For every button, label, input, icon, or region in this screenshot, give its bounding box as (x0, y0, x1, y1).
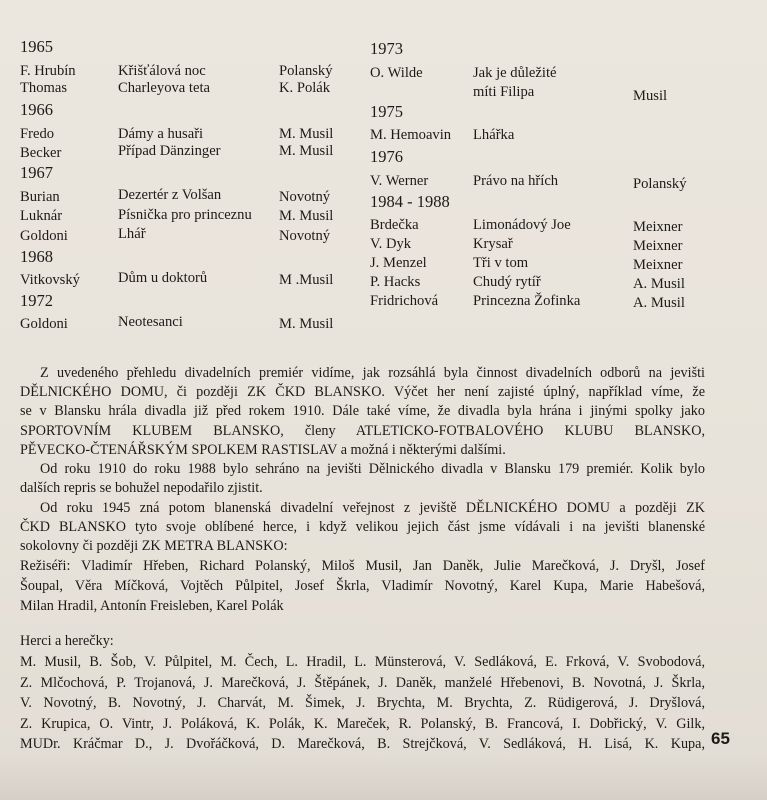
text-line: V. Novotný, B. Novotný, J. Charvát, M. Šimek, J. Brychta, M. Brychta, Z. Rüdigerová, J. Dryšlová, (20, 695, 705, 712)
play-title: Jak je důležité (473, 65, 557, 81)
play-title-continued: míti Filipa (473, 84, 535, 100)
text-line: ČKD BLANSKO tyto svoje oblíbené herce, i když velikou jejich část jsme vídávali i na jevišti blanenské (20, 519, 705, 536)
text-line: Režiséři: Vladimír Hřeben, Richard Polanský, Miloš Musil, Jan Daněk, Julie Marečková, J. Dryšl, Josef (20, 558, 705, 574)
director: A. Musil (633, 295, 685, 311)
director: Novotný (279, 189, 331, 205)
text-line: Od roku 1945 zná potom blanenská divadelní veřejnost z jeviště DĚLNICKÉHO DOMU a později ZK (40, 500, 705, 516)
text-line: sokolovny či později ZK METRA BLANSKO: (20, 538, 288, 555)
director: Polanský (633, 176, 687, 192)
actors-list (20, 652, 705, 755)
play-title: Případ Dänzinger (118, 143, 221, 159)
text-line: SPORTOVNÍM KLUBEM BLANSKO, členy ATLETICKO-FOTBALOVÉHO KLUBU BLANSKO, (20, 422, 705, 439)
director: M. Musil (279, 208, 334, 224)
play-title: Limonádový Joe (473, 217, 571, 233)
year-heading: 1967 (20, 163, 53, 182)
play-title: Písnička pro princeznu (118, 207, 252, 223)
text-line: M. Musil, B. Šob, V. Půlpitel, M. Čech, L. Hradil, L. Münsterová, V. Sedláková, E. Frková, V. Svobodová, (20, 654, 705, 670)
author: M. Hemoavin (370, 127, 452, 143)
play-title: Křišťálová noc (118, 63, 206, 79)
author: F. Hrubín (20, 63, 76, 79)
author: Becker (20, 145, 62, 161)
play-title: Dámy a husaři (118, 126, 204, 142)
text-line: dalších repris se bohužel nepodařilo zjistit. (20, 480, 263, 497)
author: O. Wilde (370, 65, 423, 81)
author: Fridrichová (370, 293, 439, 309)
text-line: Šoupal, Věra Míčková, Vojtěch Půlpitel, Josef Škrla, Vladimír Novotný, Karel Kupa, Marie Habešová, (20, 578, 705, 595)
text-line: Milan Hradil, Antonín Freisleben, Karel Polák (20, 598, 284, 615)
play-title: Tři v tom (473, 255, 529, 271)
play-title: Lhářka (473, 127, 515, 143)
author: V. Werner (370, 173, 429, 189)
author: J. Menzel (370, 255, 427, 271)
author: Vitkovský (20, 272, 80, 288)
author: Brdečka (370, 217, 419, 233)
director: Novotný (279, 228, 331, 244)
author: Luknár (20, 208, 63, 224)
text-line: PĚVECKO-ČTENÁŘSKÝM SPOLKEM RASTISLAV a možná i některými dalšími. (20, 441, 506, 458)
director: M .Musil (279, 272, 334, 288)
author: Goldoni (20, 228, 68, 244)
author: P. Hacks (370, 274, 421, 290)
year-heading: 1965 (20, 37, 53, 56)
actors-heading (20, 632, 705, 651)
play-title: Chudý rytíř (473, 274, 541, 290)
text-line: Z. Mlčochová, P. Trojanová, J. Marečková, J. Štěpánek, J. Daněk, manželé Hřebenovi, B. Novotná, J. Škrla, (20, 674, 705, 691)
director: Musil (633, 88, 668, 104)
section-heading: Herci a herečky: (20, 633, 114, 649)
page-number: 65 (711, 729, 730, 748)
text-line: Od roku 1910 do roku 1988 bylo sehráno na jevišti Dělnického divadla v Blansku 179 premiér. Kolik bylo (40, 461, 705, 477)
play-title: Právo na hřích (473, 173, 559, 189)
year-heading: 1968 (20, 247, 53, 266)
text-line: MUDr. Kráčmar D., J. Dvořáčková, D. Marečková, B. Strejčková, V. Sedláková, H. Lisá, K. Kupa, (20, 736, 705, 753)
paragraph-since-1945 (20, 499, 705, 557)
play-title: Lhář (118, 226, 146, 242)
director: M. Musil (279, 316, 334, 332)
paragraph-premieres (20, 460, 705, 498)
play-title: Krysař (473, 236, 513, 252)
director: K. Polák (279, 80, 331, 96)
director: A. Musil (633, 276, 685, 292)
year-heading: 1972 (20, 291, 53, 310)
text-line: DĚLNICKÉHO DOMU, či později ZK ČKD BLANSKO. Výčet her není zajisté úplný, například víme, že (20, 384, 705, 401)
year-heading: 1973 (370, 39, 403, 58)
director: M. Musil (279, 143, 334, 159)
text-line: Z uvedeného přehledu divadelních premiér vidíme, jak rozsáhlá byla činnost divadelních odborů na jevišti (40, 365, 705, 381)
play-title: Charleyova teta (118, 80, 210, 96)
author: Goldoni (20, 316, 68, 332)
director: Meixner (633, 257, 683, 273)
author: Burian (20, 189, 60, 205)
text-line: se v Blansku hrála divadla již před rokem 1910. Dále také víme, že divadla byla hrána i jinými spolky jako (20, 403, 705, 420)
author: Fredo (20, 126, 55, 142)
year-heading: 1966 (20, 100, 53, 119)
play-title: Dům u doktorů (118, 270, 208, 286)
director: Meixner (633, 219, 683, 235)
year-heading: 1984 - 1988 (370, 192, 450, 211)
paragraph-intro (20, 364, 705, 460)
author: V. Dyk (370, 236, 412, 252)
play-title: Dezertér z Volšan (118, 187, 222, 203)
year-heading: 1975 (370, 102, 403, 121)
text-line: Z. Krupica, O. Vintr, J. Poláková, K. Polák, K. Mareček, R. Polanský, B. Francová, I. Dobřický, V. Gilk, (20, 715, 705, 732)
directors-list (20, 556, 705, 617)
director: M. Musil (279, 126, 334, 142)
play-title: Neotesanci (118, 314, 183, 330)
author: Thomas (20, 80, 68, 96)
year-heading: 1976 (370, 147, 403, 166)
director: Polanský (279, 63, 333, 79)
director: Meixner (633, 238, 683, 254)
page-bottom-shadow (0, 754, 767, 800)
play-title: Princezna Žofinka (473, 293, 581, 309)
